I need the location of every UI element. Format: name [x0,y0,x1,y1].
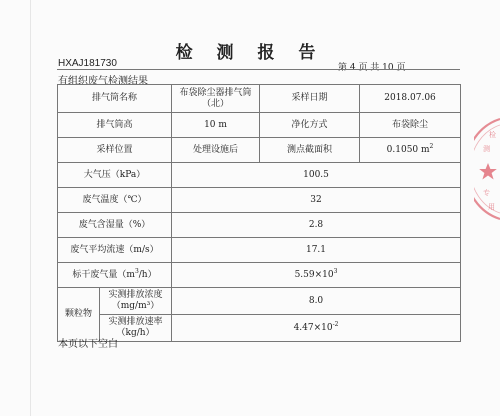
section-area-label: 测点截面积 [260,138,360,163]
svg-text:测: 测 [483,145,490,153]
emission-rate-value: $4.47\times 10^{-2}$ [172,315,461,342]
particulate-label: 颗粒物 [58,288,100,342]
purification-label: 净化方式 [260,113,360,138]
moisture-label: 废气含湿量（%） [58,213,172,238]
sampling-location-label: 采样位置 [58,138,172,163]
pressure-value: 100.5 [172,163,461,188]
table-row [58,288,461,315]
svg-text:用: 用 [488,203,495,211]
velocity-value: 17.1 [172,238,461,263]
emission-rate-label: 实测排放速率（kg/h） [100,315,172,342]
svg-text:检: 检 [489,131,496,139]
section-title: 有组织废气检测结果 [58,76,148,87]
stack-height-value: 10 m [172,113,260,138]
temperature-label: 废气温度（℃） [58,188,172,213]
moisture-value: 2.8 [172,213,461,238]
report-title: 检 测 报 告 [175,43,325,63]
sampling-date-value: 2018.07.06 [360,85,461,113]
purification-value: 布袋除尘 [360,113,461,138]
concentration-value: 8.0 [172,288,461,315]
section-area-value: 0.1050 $m^2$ [360,138,461,163]
table-row [58,238,461,263]
stack-name-label: 排气筒名称 [58,85,172,113]
header-rule [57,69,460,70]
flow-value: $5.59\times 10^3$ [172,263,461,288]
exhaust-results-table [57,84,461,342]
table-row [58,213,461,238]
table-row [58,113,461,138]
pressure-label: 大气压（kPa） [58,163,172,188]
blank-below-note: 本页以下空白 [58,339,118,350]
inspection-seal-stamp [474,115,500,223]
temperature-value: 32 [172,188,461,213]
table-row [58,263,461,288]
page-indicator: 第 4 页 共 10 页 [338,63,406,73]
table-row [58,163,461,188]
concentration-label: 实测排放浓度（mg/m³） [100,288,172,315]
report-number: HXAJ181730 [58,58,117,69]
table-row [58,138,461,163]
stack-height-label: 排气筒高 [58,113,172,138]
table-row [58,188,461,213]
velocity-label: 废气平均流速（m/s） [58,238,172,263]
svg-text:专: 专 [483,189,490,197]
stack-name-value: 布袋除尘器排气筒（北） [172,85,260,113]
flow-label: 标干废气量$(m^3/h)$ [58,263,172,288]
sampling-date-label: 采样日期 [260,85,360,113]
sampling-location-value: 处理设施后 [172,138,260,163]
table-row [58,85,461,113]
